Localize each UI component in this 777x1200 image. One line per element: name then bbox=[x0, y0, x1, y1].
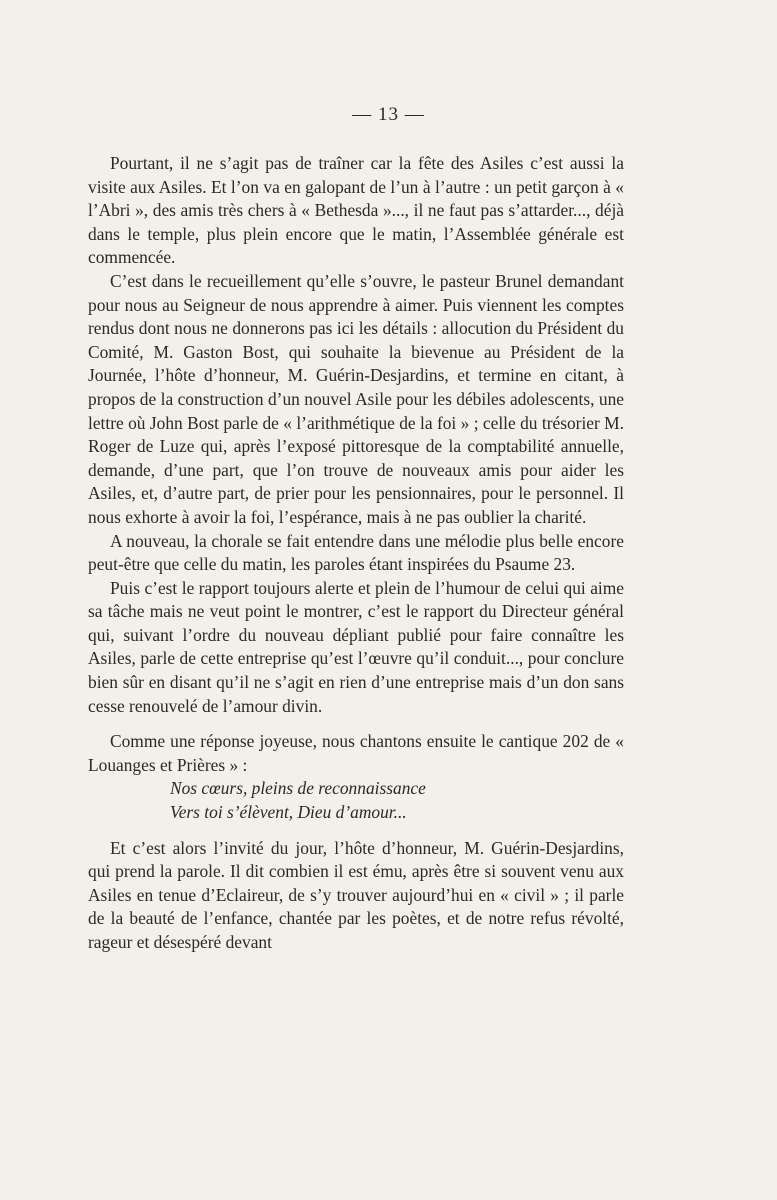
paragraph-4: Puis c’est le rapport toujours alerte et plein de l’humour de celui qui aime sa tâche mais ne veut point le montrer, c’est le rapport du Directeur général qui, suivant l’ordre du nouveau dépliant publié pour faire connaître les Asiles, parle de cette entreprise qu’est l’œuvre qu’il conduit..., pour conclure bien sûr en disant qu’il ne s’agit en rien d’une entreprise mais d’un don sans cesse renouvelé de l’amour divin. bbox=[88, 577, 624, 716]
paragraph-6: Et c’est alors l’invité du jour, l’hôte d’honneur, M. Guérin-Desjardins, qui prend la parole. Il dit combien il est ému, après être si souvent venu aux Asiles en tenue d’Eclaireur, de s’y trouver aujourd’hui en « civil » ; il parle de la beauté de l’enfance, chantée par les poètes, et de notre refus révolté, rageur et désespéré devant bbox=[88, 837, 624, 952]
paragraph-3: A nouveau, la chorale se fait entendre dans une mélodie plus belle encore peut-être que celle du matin, les paroles étant inspirées du Psaume 23. bbox=[88, 530, 624, 575]
hymn-quote bbox=[88, 777, 624, 824]
page-number: — 13 — bbox=[352, 104, 425, 125]
paragraph-1: Pourtant, il ne s’agit pas de traîner car la fête des Asiles c’est aussi la visite aux Asiles. Et l’on va en galopant de l’un à l’autre : un petit garçon à « l’Abri », des amis très chers à « Bethesda »..., il ne faut pas s’attarder..., déjà dans le temple, plus plein encore que le matin, l’Assemblée générale est commencée. bbox=[88, 153, 624, 268]
paragraph-5: Comme une réponse joyeuse, nous chantons ensuite le cantique 202 de « Louanges et Prières » : bbox=[88, 731, 624, 775]
body-text bbox=[88, 152, 624, 955]
paragraph-2: C’est dans le recueillement qu’elle s’ouvre, le pasteur Brunel demandant pour nous au Seigneur de nous apprendre à aimer. Puis viennent les comptes rendus dont nous ne donnerons pas ici les détails : allocution du Président du Comité, M. Gaston Bost, qui souhaite la bievenue au Président de la Journée, l’hôte d’honneur, M. Guérin-Desjardins, et termine en citant, à propos de la construction d’un nouvel Asile pour les débiles adolescents, une lettre où John Bost parle de « l’arithmétique de la foi » ; celle du trésorier M. Roger de Luze qui, après l’exposé pittoresque de la comptabilité annuelle, demande, d’une part, que l’on trouve de nouveaux amis pour aider les Asiles, et, d’autre part, de prier pour les pensionnaires, pour le personnel. Il nous exhorte à avoir la foi, l’espérance, mais à ne pas oublier la charité. bbox=[88, 270, 624, 527]
hymn-line-1: Nos cœurs, pleins de reconnaissance bbox=[170, 778, 426, 799]
hymn-line-2: Vers toi s’élèvent, Dieu d’amour... bbox=[170, 802, 407, 823]
